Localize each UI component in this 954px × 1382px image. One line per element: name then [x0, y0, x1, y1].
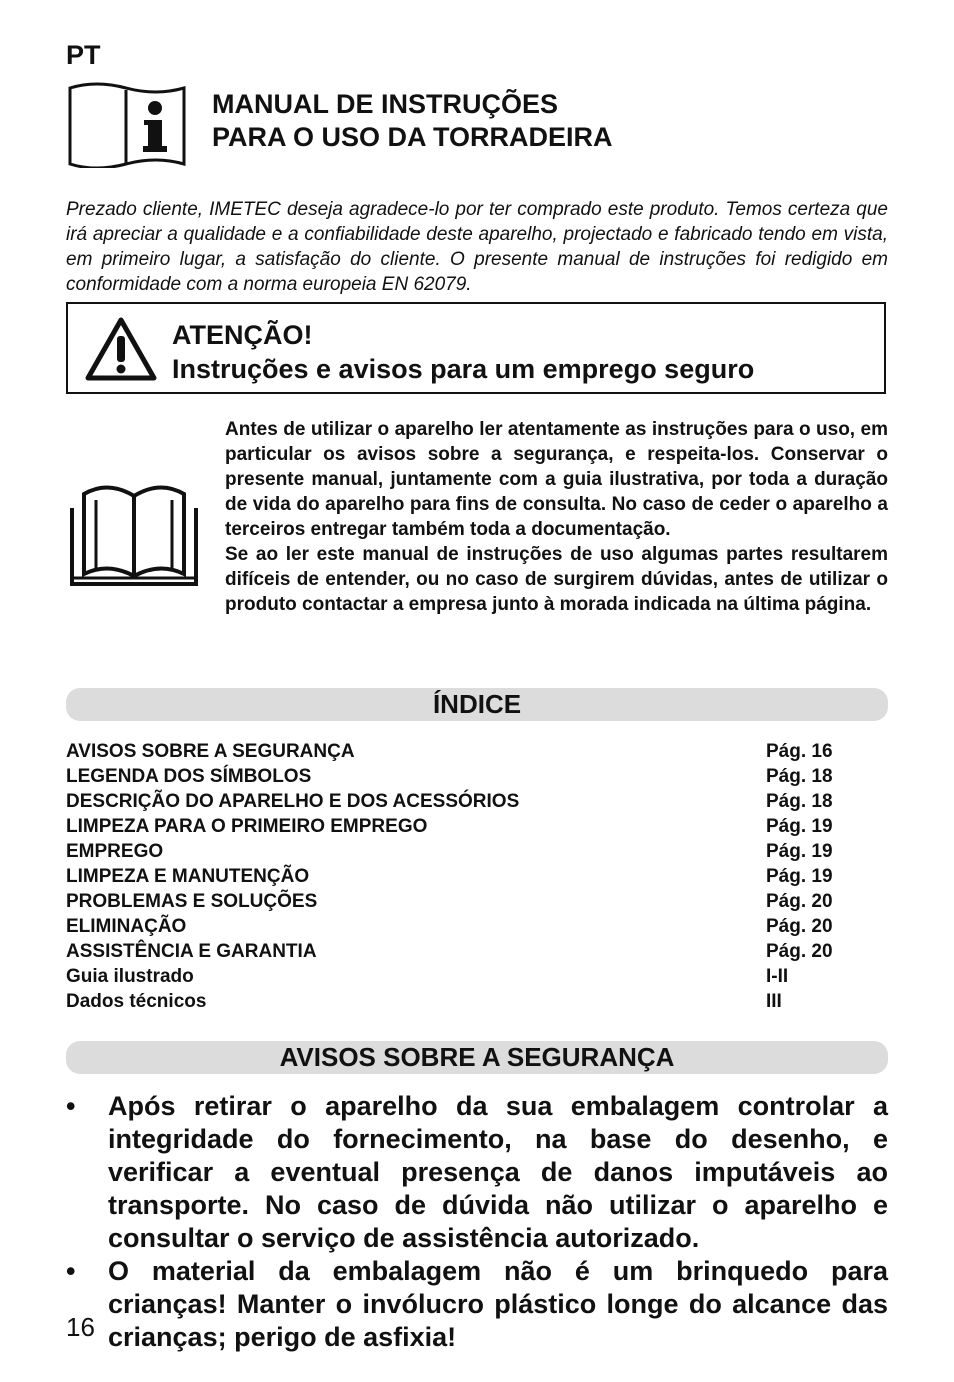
toc-row — [66, 839, 888, 864]
open-book-icon — [68, 484, 200, 588]
toc-page: Pág. 20 — [766, 941, 833, 962]
warning-subheading: Instruções e avisos para um emprego seguro — [172, 354, 755, 384]
toc-page: I-II — [766, 966, 789, 987]
toc-row — [66, 889, 888, 914]
info-book-icon — [66, 80, 188, 168]
toc-label: LIMPEZA PARA O PRIMEIRO EMPREGO — [66, 816, 428, 837]
toc-label: ASSISTÊNCIA E GARANTIA — [66, 941, 317, 962]
safety-bullet — [66, 1090, 888, 1255]
toc-row — [66, 864, 888, 889]
warning-box — [66, 302, 886, 394]
toc-row — [66, 914, 888, 939]
toc-page: Pág. 18 — [766, 766, 833, 787]
toc-label: Dados técnicos — [66, 991, 207, 1012]
toc-page: Pág. 20 — [766, 916, 833, 937]
warning-heading: ATENÇÃO! — [172, 320, 313, 350]
toc-page: Pág. 19 — [766, 866, 833, 887]
language-code: PT — [66, 40, 101, 70]
read-instructions-notice — [225, 417, 888, 617]
toc-label: LEGENDA DOS SÍMBOLOS — [66, 766, 312, 787]
toc-label: AVISOS SOBRE A SEGURANÇA — [66, 741, 355, 762]
page-number: 16 — [66, 1312, 95, 1342]
title-line-2: PARA O USO DA TORRADEIRA — [212, 122, 613, 152]
warning-text — [172, 318, 754, 386]
intro-paragraph: Prezado cliente, IMETEC deseja agradece-lo por ter comprado este produto. Temos certeza que irá apreciar a qualidade e a confiabilidade deste aparelho, projectado e fabricado tendo em vista, em primeiro lugar, a satisfação do cliente. O presente manual de instruções foi redigido em conformidade com a norma europeia EN 62079. — [66, 199, 888, 295]
toc-row — [66, 814, 888, 839]
safety-heading: AVISOS SOBRE A SEGURANÇA — [66, 1041, 888, 1074]
index-heading: ÍNDICE — [66, 688, 888, 721]
toc-page: Pág. 19 — [766, 841, 833, 862]
toc-row — [66, 989, 888, 1014]
toc-row — [66, 964, 888, 989]
toc-row — [66, 739, 888, 764]
warning-triangle-icon — [84, 316, 158, 382]
toc-page: Pág. 19 — [766, 816, 833, 837]
safety-bullet — [66, 1255, 888, 1354]
toc-label: EMPREGO — [66, 841, 164, 862]
toc-row — [66, 789, 888, 814]
read-notice-paragraph-1: Antes de utilizar o aparelho ler atentamente as instruções para o uso, em particular os avisos sobre a segurança, e respeita-los. Conservar o presente manual, juntamente com a guia ilustrativa, por toda a duração de vida do aparelho para fins de consulta. No caso de ceder o aparelho a terceiros entregar também toda a documentação. — [225, 419, 888, 540]
toc-page: Pág. 18 — [766, 791, 833, 812]
toc-label: DESCRIÇÃO DO APARELHO E DOS ACESSÓRIOS — [66, 791, 520, 812]
toc-row — [66, 939, 888, 964]
bullet-marker: • — [66, 1256, 76, 1286]
safety-bullet-text: O material da embalagem não é um brinquedo para crianças! Manter o invólucro plástico longe do alcance das crianças; perigo de asfixia! — [108, 1256, 888, 1352]
toc-row — [66, 764, 888, 789]
title-line-1: MANUAL DE INSTRUÇÕES — [212, 89, 559, 119]
table-of-contents — [66, 739, 888, 1014]
toc-page: Pág. 20 — [766, 891, 833, 912]
toc-page: Pág. 16 — [766, 741, 833, 762]
toc-page: III — [766, 991, 782, 1012]
document-title — [212, 88, 613, 154]
toc-label: PROBLEMAS E SOLUÇÕES — [66, 891, 318, 912]
safety-bullet-list — [66, 1090, 888, 1354]
toc-label: LIMPEZA E MANUTENÇÃO — [66, 866, 310, 887]
toc-label: ELIMINAÇÃO — [66, 916, 187, 937]
safety-bullet-text: Após retirar o aparelho da sua embalagem controlar a integridade do fornecimento, na base do desenho, e verificar a eventual presença de danos imputáveis ao transporte. No caso de dúvida não utilizar o aparelho e consultar o serviço de assistência autorizado. — [108, 1091, 888, 1253]
toc-label: Guia ilustrado — [66, 966, 194, 987]
bullet-marker: • — [66, 1091, 76, 1121]
read-notice-paragraph-2: Se ao ler este manual de instruções de uso algumas partes resultarem difíceis de entender, ou no caso de surgirem dúvidas, antes de utilizar o produto contactar a empresa junto à morada indicada na última página. — [225, 544, 888, 615]
